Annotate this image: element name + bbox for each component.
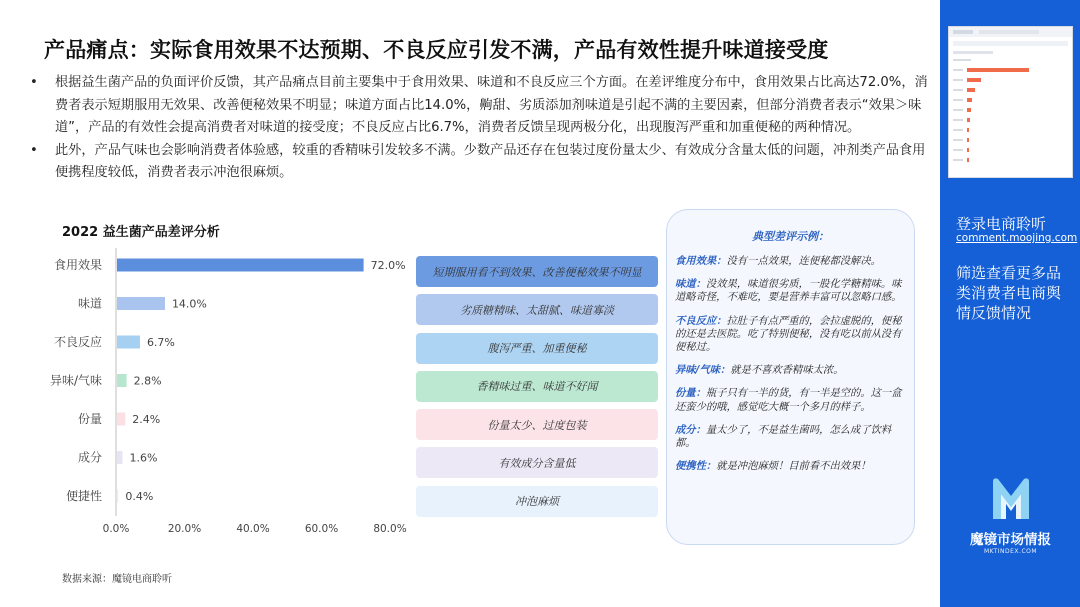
- brand-url: MKTINDEX.COM: [983, 548, 1038, 555]
- brand-block: [948, 474, 1073, 555]
- bullet-list: [28, 72, 928, 185]
- example-item: [675, 460, 906, 473]
- data-label: 2.8%: [133, 374, 162, 388]
- bullet-text-1: 根据益生菌产品的负面评价反馈，其产品痛点目前主要集中于食用效果、味道和不良反应三个方面。在差评维度分布中，食用效果占比高达72.0%，消费者表示短期服用无效果、改善便秘效果不明显；味道方面占比14.0%，齁甜、劣质添加剂味道是引起不满的主要因素，但部分消费者表示“效果＞味道”，产品的有效性会提高消费者对味道的接受度；不良反应占比6.7%，消费者反馈呈现两极分化，出现腹泻严重和加重便秘的两种情况。: [55, 75, 928, 135]
- example-text: 瓶子只有一半的货，有一半是空的。这一盒还蛮少的哦，感觉吃大概一个多月的样子。: [675, 387, 902, 413]
- example-item: [675, 364, 906, 377]
- chart-title: 2022 益生菌产品差评分析: [62, 225, 220, 240]
- bar-6: [117, 451, 122, 464]
- example-label: 便携性：: [675, 460, 717, 473]
- category-label: 成分: [77, 450, 102, 465]
- bar-5: [117, 413, 125, 426]
- x-tick-label: 20.0%: [167, 523, 202, 535]
- login-link[interactable]: comment.moojing.com: [956, 232, 1078, 244]
- example-text: 就是冲泡麻烦！目前看不出效果！: [716, 460, 871, 473]
- bullet-dot: •: [30, 142, 38, 158]
- example-label: 食用效果：: [675, 255, 727, 267]
- examples-panel: [666, 209, 915, 545]
- example-text: 没效果，味道很劣质，一股化学糖精味。味道略奇怪，不难吃，要是营养丰富可以忽略口感。: [675, 278, 902, 304]
- example-label: 份量：: [675, 387, 706, 400]
- category-label: 份量: [77, 412, 102, 426]
- data-label: 72.0%: [370, 259, 406, 272]
- data-label: 1.6%: [129, 451, 158, 465]
- data-label: 6.7%: [146, 336, 175, 349]
- reason-item: 有效成分含量低: [416, 447, 658, 478]
- bar-2: [117, 297, 165, 310]
- bar-4: [117, 374, 127, 387]
- example-text: 就是不喜欢香精味太浓。: [730, 364, 844, 377]
- example-item: [675, 255, 906, 268]
- example-item: [675, 424, 906, 450]
- bullet-text-2: 此外，产品气味也会影响消费者体验感，较重的香精味引发较多不满。少数产品还存在包装过度份量太少、有效成分含量太低的问题，冲剂类产品食用便携程度较低，消费者表示冲泡很麻烦。: [55, 142, 926, 180]
- promo-text: 筛选查看更多品类消费者电商舆情反馈情况: [956, 264, 1062, 322]
- x-tick-label: 40.0%: [236, 523, 270, 535]
- reason-item: 份量太少、过度包装: [416, 409, 658, 440]
- x-tick-label: 80.0%: [373, 523, 407, 535]
- x-tick-label: 60.0%: [304, 523, 339, 535]
- brand-name: 魔镜市场情报: [970, 532, 1051, 548]
- x-tick-label: 0.0%: [102, 523, 130, 535]
- bar-3: [117, 336, 140, 349]
- bullet-item-2: [28, 140, 928, 185]
- bullet-item-1: [28, 72, 928, 140]
- reason-list: [416, 256, 658, 524]
- reason-item: 冲泡麻烦: [416, 486, 658, 517]
- category-label: 不良反应: [53, 335, 102, 349]
- reason-item: 劣质糖精味、太甜腻、味道寡淡: [416, 294, 658, 325]
- category-label: 食用效果: [53, 258, 102, 272]
- data-label: 0.4%: [125, 490, 154, 503]
- reason-item: 腹泻严重、加重便秘: [416, 333, 658, 364]
- page-title: 产品痛点：实际食用效果不达预期、不良反应引发不满，产品有效性提升味道接受度: [44, 38, 829, 62]
- screenshot-thumbnail: [948, 26, 1073, 178]
- category-label: 味道: [77, 296, 102, 311]
- example-item: [675, 278, 906, 304]
- bullet-dot: •: [30, 75, 38, 90]
- brand-logo-icon: [988, 474, 1034, 522]
- example-label: 味道：: [675, 278, 706, 291]
- example-label: 异味/气味：: [675, 364, 731, 377]
- example-text: 拉肚子有点严重的，会拉虚脱的，便秘的还是去医院。吃了特别便秘，没有吃以前从没有便秘过。: [675, 314, 902, 354]
- data-label: 14.0%: [171, 297, 207, 311]
- example-label: 不良反应：: [675, 314, 727, 327]
- data-source: 数据来源：魔镜电商聆听: [62, 574, 172, 585]
- example-item: [675, 387, 906, 413]
- login-title: 登录电商聆听: [956, 215, 1047, 233]
- data-label: 2.4%: [132, 413, 161, 426]
- bar-7: [117, 490, 118, 503]
- bar-1: [117, 259, 364, 272]
- category-label: 异味/气味: [49, 373, 102, 388]
- example-label: 成分：: [675, 423, 706, 436]
- thumbnail-preview-icon: [949, 27, 1072, 177]
- example-text: 量太少了，不是益生菌吗，怎么成了饮料都。: [675, 423, 892, 450]
- examples-list: [675, 255, 906, 473]
- example-item: [675, 315, 906, 355]
- category-label: 便捷性: [65, 489, 102, 503]
- examples-title: 典型差评示例：: [752, 230, 829, 243]
- example-text: 没有一点效果，连便秘都没解决。: [726, 255, 881, 267]
- reason-item: 香精味过重、味道不好闻: [416, 371, 658, 402]
- reason-item: 短期服用看不到效果、改善便秘效果不明显: [416, 256, 658, 287]
- bar-chart: [30, 240, 420, 545]
